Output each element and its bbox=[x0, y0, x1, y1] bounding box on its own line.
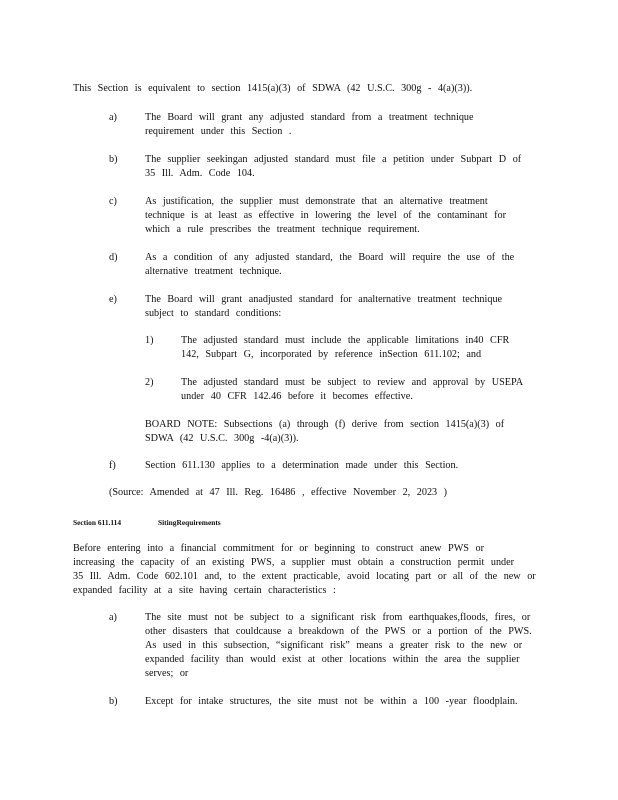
item-a-line-1: The Board will grant any adjusted standard from a treatment technique bbox=[145, 112, 474, 123]
item-b-line-2: 35 Ill. Adm. Code 104. bbox=[145, 168, 255, 179]
item-c-line-1: As justification, the supplier must demonstrate that an alternative treatment bbox=[145, 196, 488, 207]
intro-text: This Section is equivalent to section 1415(a)(3) of SDWA (42 U.S.C. 300g - 4(a)(3)). bbox=[73, 83, 473, 94]
para-line-4: expanded facility at a site having certain characteristics : bbox=[73, 585, 336, 596]
siting-item-a-line-2: other disasters that couldcause a breakdown of the PWS or a portion of the PWS. bbox=[145, 626, 532, 637]
item-e-line-2: subject to standard conditions: bbox=[145, 308, 282, 319]
item-c-label: c) bbox=[109, 196, 117, 207]
item-e2-line-2: under 40 CFR 142.46 before it becomes effective. bbox=[181, 391, 413, 402]
item-f-line-1: Section 611.130 applies to a determination made under this Section. bbox=[145, 460, 459, 471]
section-title: SitingRequirements bbox=[158, 518, 221, 527]
siting-item-a-line-3: As used in this subsection, “significant risk” means a greater risk to the new or bbox=[145, 640, 523, 651]
item-a-line-2: requirement under this Section . bbox=[145, 126, 292, 137]
item-c-line-2: technique is at least as effective in lowering the level of the contaminant for bbox=[145, 210, 507, 221]
item-c-line-3: which a rule prescribes the treatment technique requirement. bbox=[145, 224, 420, 235]
board-note-line-1: BOARD NOTE: Subsections (a) through (f) derive from section 1415(a)(3) of bbox=[145, 419, 505, 430]
item-e1-line-1: The adjusted standard must include the applicable limitations in40 CFR bbox=[181, 335, 510, 346]
item-e-label: e) bbox=[109, 294, 117, 305]
item-e-line-1: The Board will grant anadjusted standard for analternative treatment technique bbox=[145, 294, 503, 305]
item-b-label: b) bbox=[109, 154, 118, 165]
board-note-line-2: SDWA (42 U.S.C. 300g -4(a)(3)). bbox=[145, 433, 299, 444]
item-e2-line-1: The adjusted standard must be subject to review and approval by USEPA bbox=[181, 377, 524, 388]
item-e2-label: 2) bbox=[145, 377, 154, 388]
item-b-line-1: The supplier seekingan adjusted standard must file a petition under Subpart D of bbox=[145, 154, 522, 165]
siting-item-a-line-5: serves; or bbox=[145, 668, 189, 679]
source-note: (Source: Amended at 47 Ill. Reg. 16486 , effective November 2, 2023 ) bbox=[109, 487, 448, 498]
para-line-1: Before entering into a financial commitment for or beginning to construct anew PWS or bbox=[73, 543, 485, 554]
item-d-line-2: alternative treatment technique. bbox=[145, 266, 282, 277]
para-line-2: increasing the capacity of an existing PWS, a supplier must obtain a construction permit under bbox=[73, 557, 515, 568]
siting-item-a-line-1: The site must not be subject to a significant risk from earthquakes,floods, fires, or bbox=[145, 612, 531, 623]
item-e1-line-2: 142, Subpart G, incorporated by reference inSection 611.102; and bbox=[181, 349, 482, 360]
siting-item-b-label: b) bbox=[109, 696, 118, 707]
para-line-3: 35 Ill. Adm. Code 602.101 and, to the extent practicable, avoid locating part or all of the new or bbox=[73, 571, 536, 582]
siting-item-a-label: a) bbox=[109, 612, 117, 623]
item-f-label: f) bbox=[109, 460, 116, 471]
item-d-label: d) bbox=[109, 252, 118, 263]
section-number: Section 611.114 bbox=[73, 518, 122, 527]
item-a-label: a) bbox=[109, 112, 117, 123]
item-d-line-1: As a condition of any adjusted standard, the Board will require the use of the bbox=[145, 252, 515, 263]
siting-item-b-line-1: Except for intake structures, the site must not be within a 100 -year floodplain. bbox=[145, 696, 518, 707]
siting-item-a-line-4: expanded facility than would exist at other locations within the area the supplier bbox=[145, 654, 520, 665]
item-e1-label: 1) bbox=[145, 335, 154, 346]
